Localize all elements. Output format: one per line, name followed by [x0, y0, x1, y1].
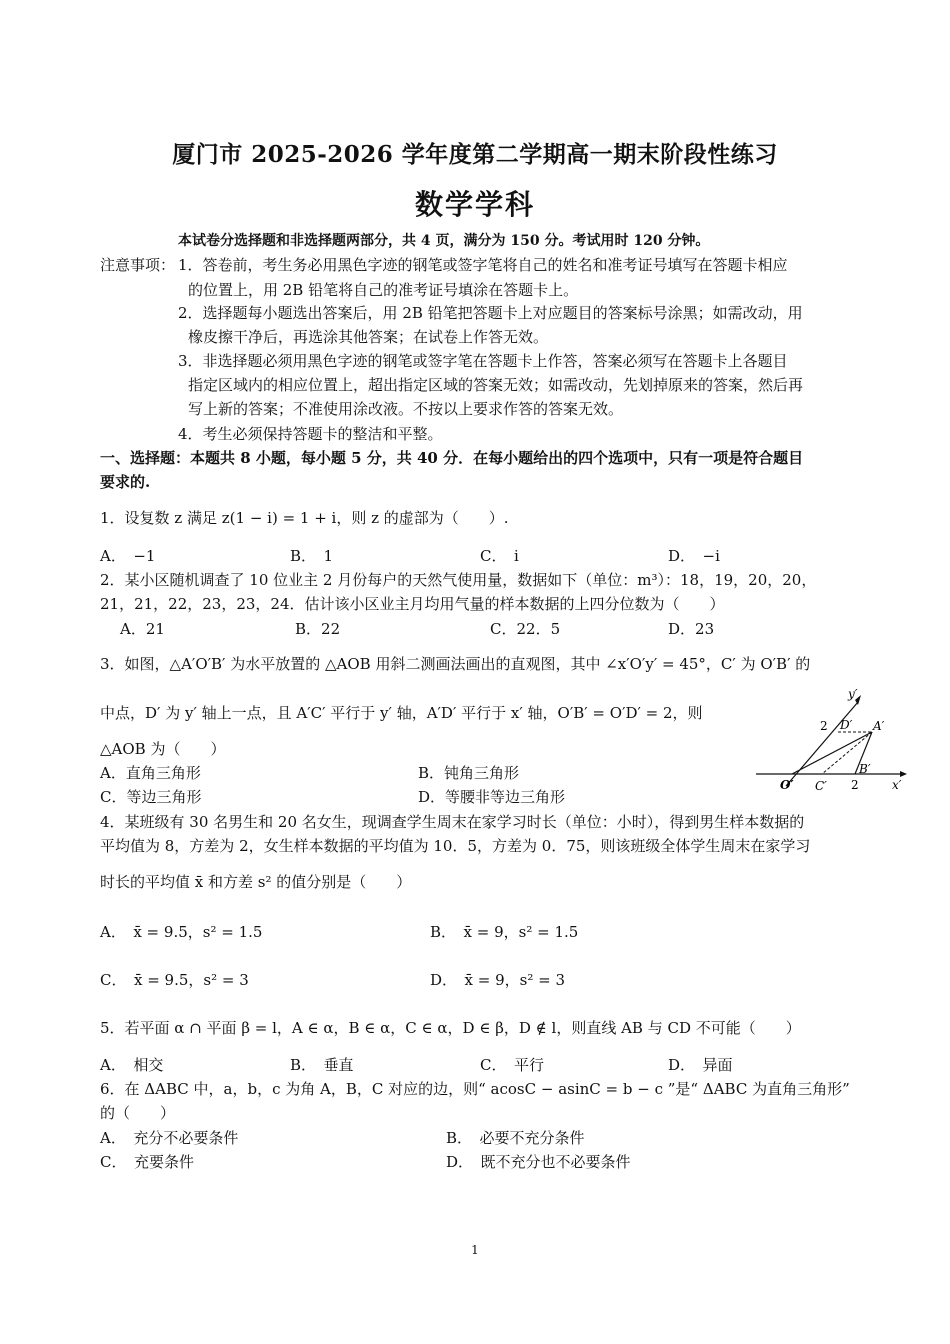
q2-option-d: D．23: [668, 620, 715, 638]
q5-stem: 5．若平面 α ∩ 平面 β = l，A ∈ α，B ∈ α，C ∈ α，D ∈ β，D ∉ l，则直线 AB 与 CD 不可能（ ）: [100, 1019, 801, 1037]
oblique-projection-figure: [752, 686, 912, 796]
q6-stem: 6．在 ΔABC 中，a，b，c 为角 A，B，C 对应的边，则“ acosC − asinC = b − c ”是“ ΔABC 为直角三角形”: [100, 1080, 850, 1098]
note-line: 4．考生必须保持答题卡的整洁和平整。: [178, 425, 443, 443]
q4-stem-cont2: 时长的平均值 x̄ 和方差 s² 的值分别是（ ）: [100, 873, 412, 891]
q6-stem-cont: 的（ ）: [100, 1104, 176, 1122]
label-origin: O′: [780, 778, 794, 792]
q1-option-a: A． −1: [100, 547, 156, 565]
q3-option-b: B．钝角三角形: [418, 764, 520, 782]
q3-stem-cont2: △AOB 为（ ）: [100, 740, 226, 758]
q4-option-b: B． x̄ = 9，s² = 1.5: [430, 923, 579, 941]
page-number: 1: [471, 1243, 479, 1257]
q2-option-c: C．22．5: [490, 620, 561, 638]
label-point-d: D′: [840, 718, 853, 732]
q6-option-d: D． 既不充分也不必要条件: [446, 1153, 631, 1171]
note-line: 1．答卷前，考生务必用黑色字迹的钢笔或签字笔将自己的姓名和准考证号填写在答题卡相应: [178, 256, 788, 274]
q4-option-a: A． x̄ = 9.5，s² = 1.5: [100, 923, 263, 941]
q4-option-d: D． x̄ = 9，s² = 3: [430, 971, 565, 989]
q3-stem-cont: 中点，D′ 为 y′ 轴上一点，且 A′C′ 平行于 y′ 轴，A′D′ 平行于 x′ 轴，O′B′ = O′D′ = 2，则: [100, 704, 703, 722]
q1-stem: 1．设复数 z 满足 z(1 − i) = 1 + i，则 z 的虚部为（ ）.: [100, 509, 509, 527]
q4-stem-cont: 平均值为 8，方差为 2，女生样本数据的平均值为 10．5，方差为 0．75，则该班级全体学生周末在家学习: [100, 837, 811, 855]
label-y-axis: y′: [848, 687, 858, 701]
note-line: 指定区域内的相应位置上，超出指定区域的答案无效；如需改动，先划掉原来的答案，然后再: [188, 376, 804, 394]
q2-stem-cont: 21，21，22，23，23，24．估计该小区业主月均用气量的样本数据的上四分位数为（ ）: [100, 595, 725, 613]
exam-title: 厦门市 2025-2026 学年度第二学期高一期末阶段性练习: [172, 141, 778, 168]
label-point-b: B′: [859, 762, 871, 776]
q1-option-c: C． i: [480, 547, 519, 565]
notes-label: 注意事项：: [100, 256, 176, 274]
q6-option-b: B． 必要不充分条件: [446, 1129, 585, 1147]
note-line: 的位置上，用 2B 铅笔将自己的准考证号填涂在答题卡上。: [188, 281, 579, 299]
q4-stem: 4．某班级有 30 名男生和 20 名女生，现调查学生周末在家学习时长（单位：小时），得到男生样本数据的: [100, 813, 805, 831]
label-tick-y: 2: [820, 719, 828, 733]
note-line: 2．选择题每小题选出答案后，用 2B 铅笔把答题卡上对应题目的答案标号涂黑；如需改动，用: [178, 304, 803, 322]
label-x-axis: x′: [892, 778, 902, 792]
label-point-a: A′: [873, 719, 885, 733]
q3-option-a: A．直角三角形: [100, 764, 201, 782]
subject-title: 数学学科: [414, 188, 535, 221]
label-point-c: C′: [815, 779, 827, 793]
q6-option-a: A． 充分不必要条件: [100, 1129, 239, 1147]
note-line: 写上新的答案；不准使用涂改液。不按以上要求作答的答案无效。: [188, 400, 624, 418]
q5-option-c: C． 平行: [480, 1056, 544, 1074]
q1-option-d: D． −i: [668, 547, 720, 565]
note-line: 3．非选择题必须用黑色字迹的钢笔或签字笔在答题卡上作答，答案必须写在答题卡上各题目: [178, 352, 788, 370]
section-heading-cont: 要求的.: [100, 473, 151, 491]
q3-option-d: D．等腰非等边三角形: [418, 788, 566, 806]
q4-option-c: C． x̄ = 9.5，s² = 3: [100, 971, 249, 989]
note-line: 橡皮擦干净后，再选涂其他答案；在试卷上作答无效。: [188, 328, 549, 346]
q5-option-a: A． 相交: [100, 1056, 164, 1074]
q2-stem: 2．某小区随机调查了 10 位业主 2 月份每户的天然气使用量，数据如下（单位：m³）：18，19，20，20，: [100, 571, 817, 589]
q5-option-b: B． 垂直: [290, 1056, 354, 1074]
q3-option-c: C．等边三角形: [100, 788, 202, 806]
q1-option-b: B． 1: [290, 547, 334, 565]
section-heading: 一、选择题：本题共 8 小题，每小题 5 分，共 40 分．在每小题给出的四个选项中，只有一项是符合题目: [100, 449, 804, 467]
exam-intro: 本试卷分选择题和非选择题两部分，共 4 页，满分为 150 分。考试用时 120 分钟。: [178, 233, 710, 249]
q5-option-d: D． 异面: [668, 1056, 733, 1074]
q3-stem: 3．如图，△A′O′B′ 为水平放置的 △AOB 用斜二测画法画出的直观图，其中 ∠x′O′y′ = 45°，C′ 为 O′B′ 的: [100, 655, 811, 673]
q2-option-b: B．22: [295, 620, 341, 638]
q6-option-c: C． 充要条件: [100, 1153, 194, 1171]
label-tick-x: 2: [851, 778, 859, 792]
q2-option-a: A．21: [120, 620, 165, 638]
x-axis-arrow-icon: [900, 771, 907, 777]
